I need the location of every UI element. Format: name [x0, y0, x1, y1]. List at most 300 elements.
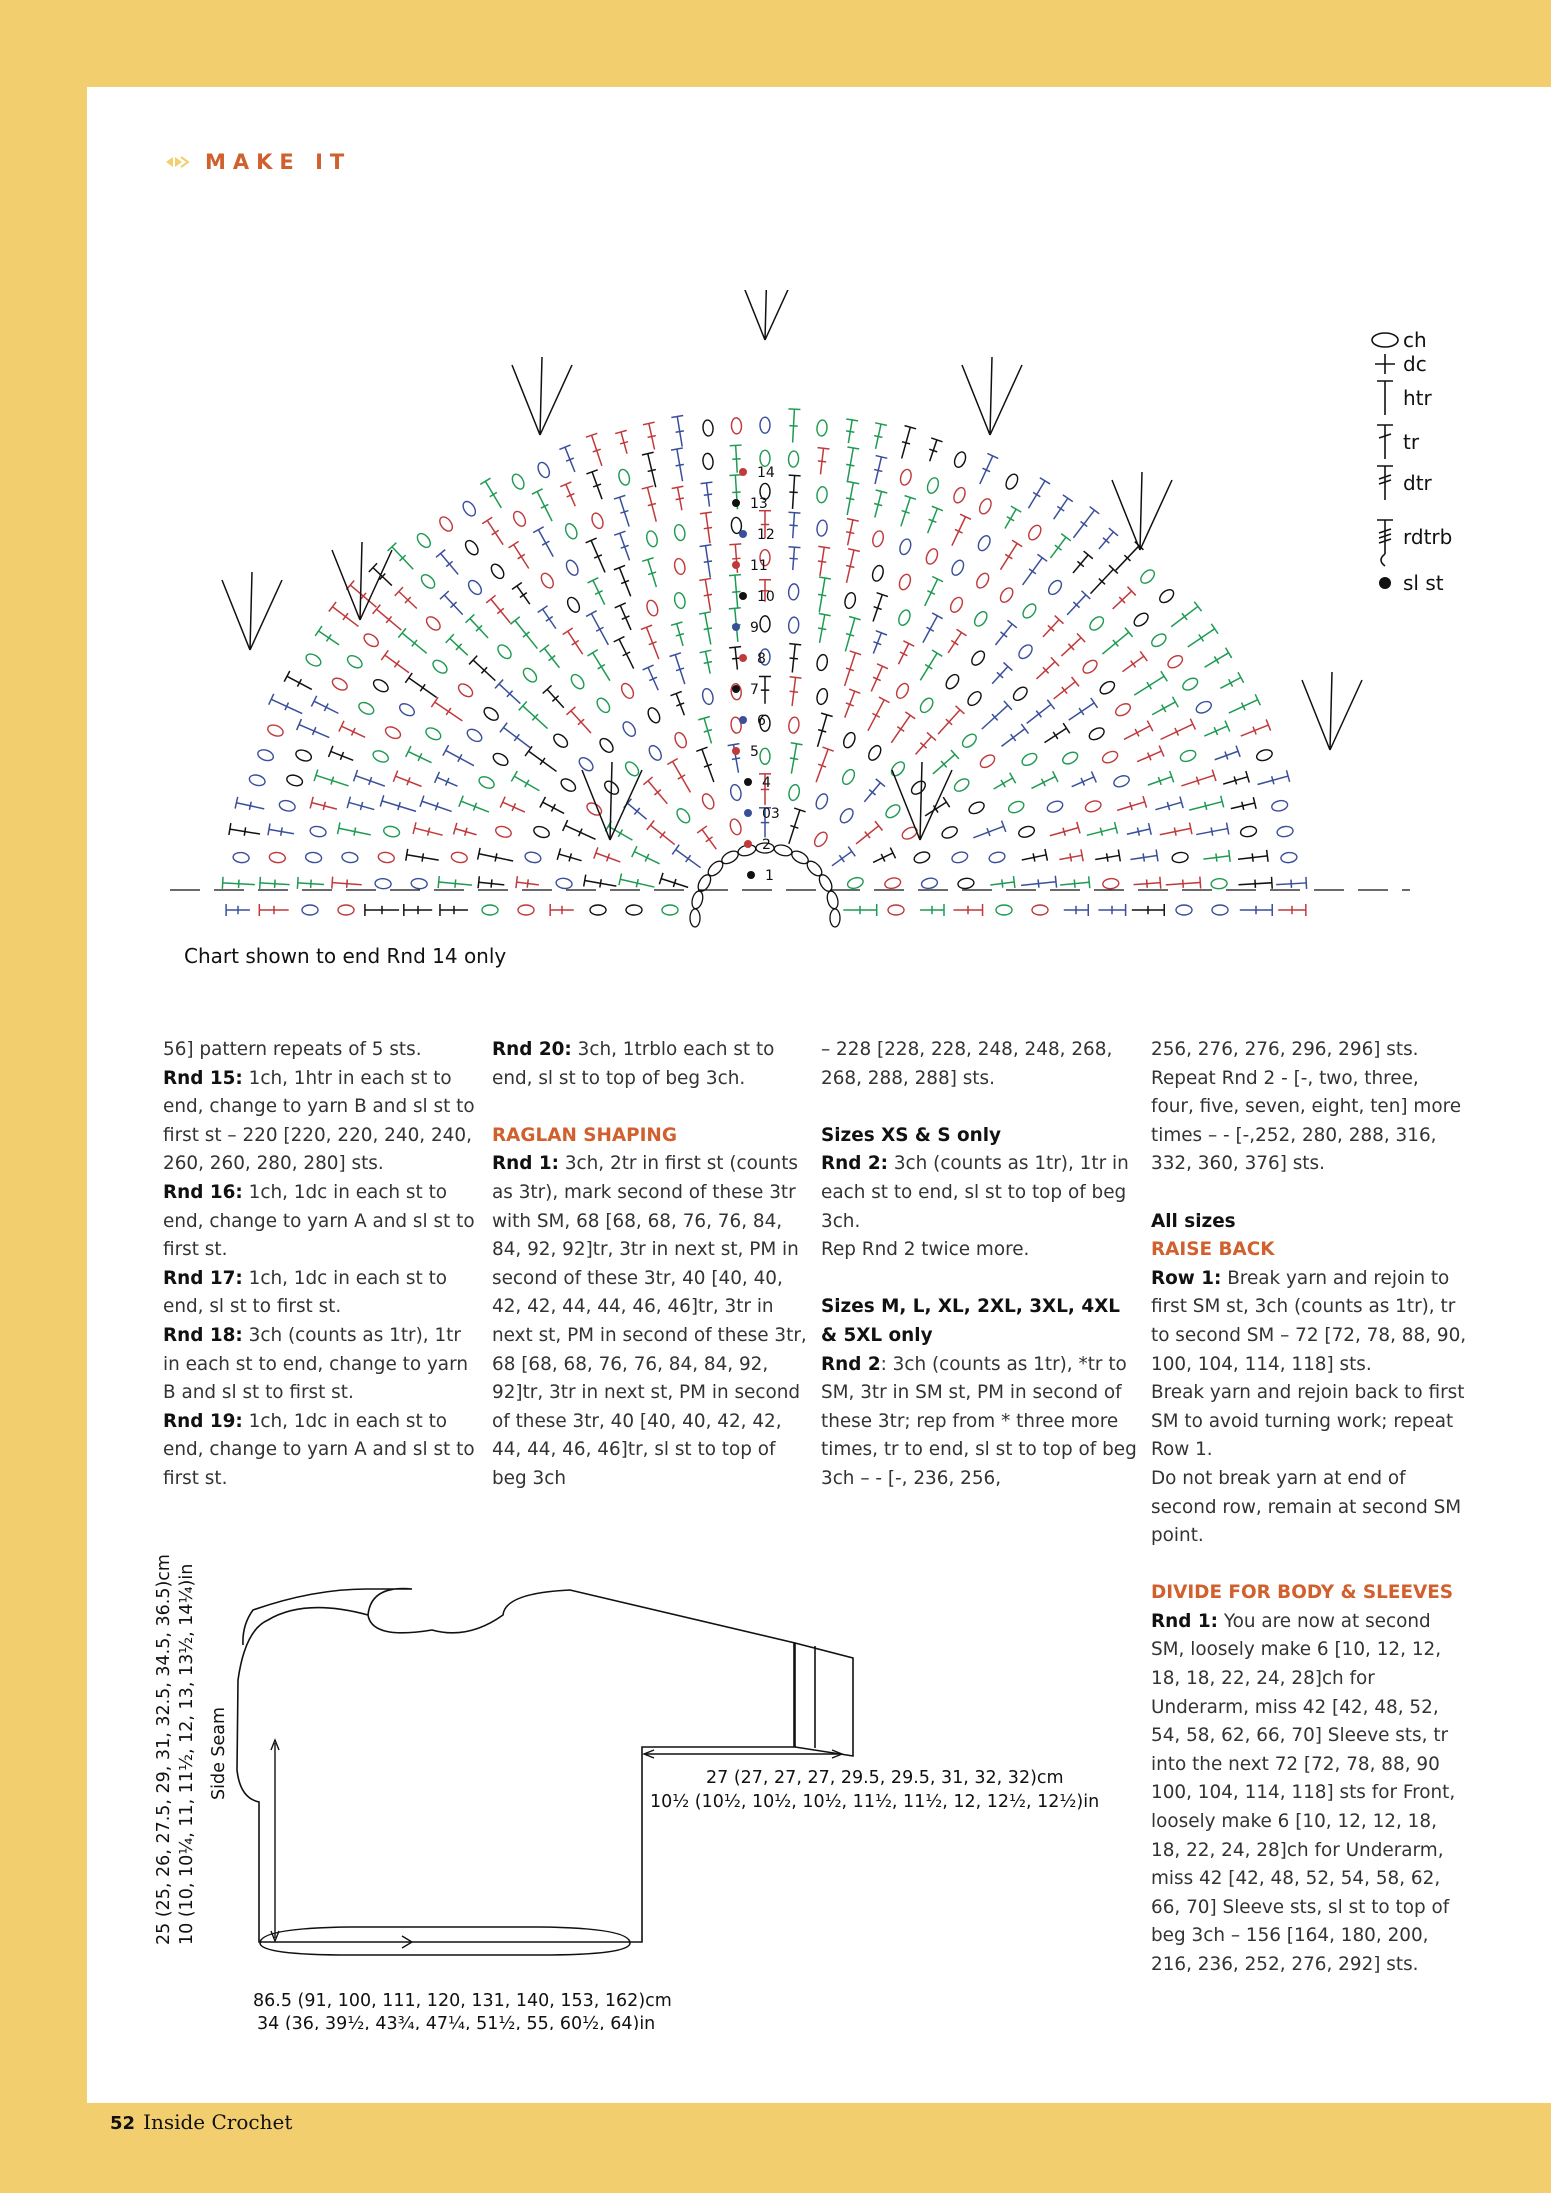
- stitch-slash: [490, 492, 497, 496]
- shell-stitch: [1302, 672, 1362, 750]
- stitch-bar: [315, 626, 322, 636]
- chain-stitch: [690, 909, 700, 927]
- stitch-bar: [1147, 721, 1153, 732]
- chain-stitch: [924, 547, 940, 566]
- chain-stitch: [521, 666, 539, 685]
- chain-stitch: [816, 520, 828, 537]
- stitch-bar: [1013, 876, 1014, 888]
- chain-stitch: [1166, 653, 1185, 670]
- stitch-bar: [443, 745, 449, 756]
- dot-icon: [1379, 577, 1391, 589]
- stitch-bar: [819, 577, 831, 579]
- chain-stitch: [944, 672, 962, 691]
- stitch-bar: [614, 637, 625, 642]
- shell-stitch: [737, 290, 797, 340]
- rdtrb-icon: [1377, 520, 1393, 566]
- chain-stitch: [518, 905, 534, 915]
- round-number: 8: [757, 651, 766, 667]
- chain-stitch: [495, 642, 513, 661]
- chain-stitch: [871, 530, 885, 548]
- slip-stitch: [739, 468, 747, 476]
- stitch-slash: [1137, 827, 1139, 835]
- chain-stitch: [998, 586, 1015, 605]
- stitch-bar: [540, 797, 546, 808]
- stitch-slash: [686, 855, 691, 862]
- chain-stitch: [729, 784, 742, 802]
- chain-stitch: [451, 851, 469, 864]
- stitch-bar: [563, 628, 573, 635]
- stitch-slash: [347, 880, 348, 888]
- stitch-slash: [676, 431, 684, 432]
- raglan-heading: RAGLAN SHAPING: [492, 1124, 677, 1146]
- stitch-slash: [311, 880, 312, 888]
- round-number: 7: [750, 682, 759, 698]
- chain-stitch: [846, 876, 864, 890]
- chain-stitch: [595, 696, 612, 715]
- stitch-bar: [588, 650, 598, 656]
- stitch-bar: [584, 875, 586, 887]
- slip-stitch: [739, 716, 747, 724]
- stitch-bar: [486, 595, 495, 603]
- chain-stitch: [988, 851, 1006, 865]
- stitch-bar: [672, 845, 679, 855]
- stitch-slash: [1002, 879, 1003, 887]
- stitch-bar: [1007, 620, 1016, 627]
- round-17: Rnd 17: 1ch, 1dc in each st to end, sl st to first st.: [163, 1267, 448, 1318]
- stitch-bar: [788, 512, 800, 513]
- slip-stitch: [732, 561, 740, 569]
- chain-stitch: [787, 784, 800, 802]
- chain-stitch: [773, 843, 793, 857]
- stitch-slash: [846, 464, 854, 465]
- stitch-bar: [1089, 876, 1090, 888]
- chain-stitch: [1132, 611, 1151, 629]
- chain-stitch: [384, 725, 403, 741]
- stitch-slash: [420, 684, 425, 691]
- chain-stitch: [477, 774, 496, 790]
- stitch-bar: [701, 482, 713, 484]
- chain-stitch: [564, 558, 580, 577]
- stitch-slash: [1214, 656, 1218, 663]
- chain-stitch: [972, 609, 989, 628]
- chain-stitch: [539, 571, 556, 590]
- round-number: 12: [757, 527, 775, 543]
- chain-stitch: [951, 850, 969, 864]
- stitch-bar: [632, 846, 637, 857]
- stitch-bar: [1306, 877, 1307, 889]
- stitch-slash: [1079, 708, 1084, 715]
- chain-stitch: [269, 852, 286, 864]
- stitch-slash: [1182, 613, 1187, 620]
- stitch-bar: [790, 677, 802, 678]
- stitch-slash: [244, 827, 245, 835]
- stitch-bar: [1063, 723, 1070, 733]
- chain-stitch: [1084, 799, 1102, 814]
- chain-stitch: [383, 825, 401, 838]
- pattern-column-2: [492, 1036, 808, 1494]
- stitch-bar: [1055, 876, 1056, 888]
- stitch-bar: [847, 447, 859, 449]
- stitch-bar: [1190, 719, 1195, 730]
- stitch-bar: [480, 478, 490, 484]
- stitch-bar: [879, 697, 890, 703]
- chain-stitch: [838, 806, 856, 825]
- stitch-bar: [956, 629, 966, 636]
- chain-stitch: [897, 573, 912, 592]
- round-18: Rnd 18: 3ch (counts as 1tr), 1tr in each st to end, change to yarn B and sl st to first st.: [163, 1324, 468, 1404]
- sleeve-length-in: 10½ (10½, 10½, 10½, 11½, 11½, 12, 12½, 12½)in: [650, 1792, 1100, 1812]
- stitch-bar: [700, 545, 712, 547]
- chain-stitch: [1255, 748, 1273, 763]
- round-number: 14: [757, 465, 775, 481]
- round-20: Rnd 20: 3ch, 1trblo each st to end, sl st to top of beg 3ch.: [492, 1039, 775, 1089]
- chain-stitch: [960, 732, 979, 750]
- chain-stitch: [378, 851, 395, 863]
- chain-stitch: [415, 531, 433, 550]
- pattern-column-3: [821, 1036, 1137, 1494]
- stitch-bar: [788, 547, 800, 548]
- stitch-bar: [671, 448, 683, 450]
- stitch-bar: [1012, 540, 1022, 546]
- chain-stitch: [465, 727, 484, 744]
- stitch-slash: [394, 661, 399, 668]
- stitch-bar: [932, 576, 943, 581]
- chain-stitch: [843, 592, 857, 610]
- stitch-slash: [790, 658, 798, 659]
- stitch-bar: [730, 445, 742, 446]
- hem-in: 34 (36, 39½, 43¾, 47¼, 51½, 55, 60½, 64)in: [257, 2014, 656, 2030]
- stitch-slash: [704, 628, 712, 630]
- stitch-bar: [1125, 628, 1133, 637]
- stitch-bar: [431, 697, 438, 707]
- stitch-bar: [538, 606, 548, 613]
- chain-stitch: [585, 800, 604, 817]
- stitch-bar: [405, 673, 412, 683]
- chain-stitch: [1271, 799, 1289, 812]
- chain-stitch: [341, 851, 358, 863]
- stitch-bar: [846, 419, 858, 421]
- stitch-bar: [789, 644, 801, 645]
- stitch-bar: [788, 409, 800, 410]
- chain-stitch: [597, 736, 615, 755]
- stitch-bar: [532, 489, 543, 494]
- slip-stitch: [732, 499, 740, 507]
- chain-stitch: [1171, 851, 1188, 863]
- stitch-bar: [1156, 850, 1158, 862]
- chain-stitch: [1138, 567, 1156, 585]
- chain-stitch: [965, 689, 983, 708]
- round-number: 6: [757, 713, 766, 729]
- stitch-bar: [406, 746, 411, 757]
- stitch-slash: [428, 828, 430, 836]
- stitch-slash: [648, 504, 656, 506]
- stitch-bar: [1229, 850, 1231, 862]
- stitch-bar: [1140, 651, 1147, 661]
- chain-stitch: [1101, 749, 1120, 765]
- chain-stitch: [551, 732, 570, 750]
- stitch-slash: [818, 628, 826, 630]
- chain-stitch: [619, 681, 636, 700]
- stitch-slash: [951, 640, 958, 645]
- stitch-slash: [897, 727, 904, 732]
- slip-stitch: [739, 530, 747, 538]
- chain-stitch: [760, 450, 770, 466]
- chain-stitch: [646, 706, 662, 725]
- stitch-slash: [1033, 853, 1035, 861]
- chain-stitch: [371, 677, 390, 694]
- stitch-slash: [281, 827, 282, 835]
- chain-stitch: [424, 725, 443, 742]
- chain-stitch: [909, 779, 928, 797]
- chain-stitch: [482, 705, 501, 723]
- stitch-bar: [1272, 877, 1273, 889]
- stitch-bar: [932, 650, 942, 656]
- stitch-slash: [1147, 879, 1148, 887]
- stitch-slash: [732, 758, 740, 759]
- chain-stitch: [674, 806, 692, 825]
- stitch-bar: [406, 849, 408, 861]
- chain-stitch: [816, 654, 829, 672]
- stitch-bar: [791, 743, 803, 745]
- chain-stitch: [494, 825, 512, 839]
- chain-stitch: [357, 700, 376, 716]
- chain-stitch: [437, 515, 455, 534]
- stitch-bar: [932, 613, 943, 619]
- dtr-icon: [1377, 466, 1393, 500]
- stitch-bar: [729, 575, 741, 576]
- stitch-slash: [1070, 853, 1072, 861]
- chain-stitch: [788, 583, 799, 600]
- chain-stitch: [1157, 587, 1176, 605]
- chain-stitch: [371, 749, 390, 765]
- shell-stitch: [512, 357, 572, 435]
- stitch-bar: [1090, 507, 1100, 514]
- chain-stitch: [866, 743, 883, 762]
- crochet-chart: [150, 290, 1470, 940]
- stitch-slash: [839, 855, 844, 862]
- stitch-slash: [706, 837, 713, 842]
- key-label: rdtrb: [1403, 525, 1453, 549]
- chain-stitch: [673, 558, 686, 576]
- round-number: 13: [750, 496, 768, 512]
- row-1: Row 1: Break yarn and rejoin to first SM st, 3ch (counts as 1tr), tr to second SM – 72 [72, 78, 88, 90, 100, 104, 114, 118] sts.: [1151, 1267, 1467, 1375]
- slip-stitch: [732, 685, 740, 693]
- side-length-in: 10 (10, 10¼, 11, 11½, 12, 13, 13½, 14¼)in: [177, 1563, 197, 1945]
- chain-stitch: [577, 755, 596, 773]
- stitch-bar: [1211, 624, 1218, 634]
- chain-stitch: [673, 731, 689, 750]
- chain-stitch: [617, 468, 631, 486]
- stitch-bar: [875, 821, 882, 830]
- pattern-text: 56] pattern repeats of 5 sts.: [163, 1039, 422, 1060]
- chain-stitch: [1020, 602, 1038, 621]
- round-number: 1: [765, 868, 774, 884]
- stitch-slash: [676, 464, 684, 465]
- chain-stitch: [702, 420, 714, 437]
- chain-stitch: [1112, 774, 1131, 789]
- round-16: Rnd 16: 1ch, 1dc in each st to end, change to yarn A and sl st to first st.: [163, 1181, 475, 1261]
- chain-stitch: [884, 802, 903, 820]
- stitch-slash: [249, 802, 251, 810]
- stitch-slash: [874, 504, 882, 506]
- stitch-slash: [846, 532, 854, 534]
- stitch-bar: [728, 744, 740, 746]
- chain-stitch: [1016, 642, 1034, 661]
- stitch-slash: [1053, 732, 1058, 739]
- stitch-bar: [332, 877, 333, 889]
- magazine-name: Inside Crochet: [143, 2110, 293, 2134]
- sizes-heading: Sizes M, L, XL, 2XL, 3XL, 4XL & 5XL only: [821, 1296, 1121, 1346]
- sleeve-length-cm: 27 (27, 27, 27, 29.5, 29.5, 31, 32, 32)cm: [706, 1768, 1064, 1788]
- stitch-slash: [874, 436, 882, 438]
- chain-stitch: [1046, 799, 1065, 814]
- chain-stitch: [1017, 825, 1035, 839]
- key-label: ch: [1403, 328, 1427, 352]
- chart-caption: Chart shown to end Rnd 14 only: [184, 944, 507, 968]
- stitch-bar: [329, 602, 336, 612]
- stitch-slash: [874, 469, 882, 471]
- chain-stitch: [1081, 658, 1100, 676]
- chain-stitch: [1102, 878, 1119, 889]
- chain-stitch: [690, 890, 704, 910]
- stitch-bar: [1172, 697, 1178, 708]
- stitch-bar: [1226, 648, 1232, 658]
- stitch-slash: [790, 758, 798, 759]
- chain-stitch: [555, 877, 572, 889]
- chain-stitch: [1007, 799, 1026, 815]
- chain-stitch: [466, 578, 484, 597]
- stitch-bar: [1072, 677, 1079, 686]
- chain-stitch: [830, 909, 840, 927]
- stitch-bar: [1194, 602, 1201, 612]
- stitch-slash: [704, 594, 712, 595]
- chain-stitch: [816, 486, 828, 503]
- chain-stitch: [897, 608, 913, 627]
- shell-stitch: [332, 542, 392, 620]
- chain-stitch: [913, 850, 931, 865]
- chain-stitch: [424, 614, 443, 632]
- chain-stitch: [952, 450, 967, 469]
- chain-stitch: [974, 571, 991, 590]
- chain-stitch: [491, 751, 510, 768]
- key-label: sl st: [1403, 571, 1444, 595]
- chain-stitch: [489, 562, 506, 581]
- chain-stitch: [969, 649, 987, 668]
- chain-stitch: [1087, 725, 1106, 742]
- stitch-slash: [572, 640, 579, 645]
- stitch-bar: [478, 876, 479, 888]
- chain-stitch: [590, 512, 605, 531]
- round-number: 03: [762, 806, 780, 822]
- stitch-bar: [699, 578, 711, 580]
- stitch-bar: [525, 746, 532, 756]
- chain-stitch: [411, 878, 428, 889]
- stitch-slash: [1055, 545, 1062, 550]
- stitch-bar: [818, 448, 830, 449]
- stitch-bar: [1267, 850, 1268, 862]
- slip-stitch: [747, 871, 755, 879]
- round-number: 11: [750, 558, 768, 574]
- shell-stitch: [1112, 472, 1172, 550]
- chain-stitch: [511, 509, 528, 528]
- stitch-slash: [1107, 853, 1108, 861]
- chain-stitch: [918, 696, 935, 715]
- chain-stitch: [760, 417, 770, 433]
- stitch-slash: [732, 558, 740, 559]
- stitch-slash: [818, 461, 826, 462]
- round-number: 4: [762, 775, 771, 791]
- chain-stitch: [996, 905, 1012, 915]
- stitch-bar: [1091, 698, 1098, 708]
- chain-stitch: [967, 800, 986, 816]
- stitch-slash: [1131, 661, 1136, 668]
- stitch-bar: [671, 416, 683, 418]
- stitch-slash: [846, 431, 854, 432]
- sweater-outline: [243, 1589, 412, 1645]
- chain-stitch: [456, 681, 475, 699]
- stitch-bar: [1160, 877, 1161, 889]
- shell-stitch: [962, 357, 1022, 435]
- stitch-bar: [268, 823, 270, 835]
- stitch-bar: [700, 512, 712, 514]
- stitch-bar: [1238, 672, 1244, 683]
- stitch-bar: [1040, 478, 1050, 484]
- divide-round-1: Rnd 1: You are now at second SM, loosely make 6 [10, 12, 12, 18, 18, 22, 24, 28]ch for Underarm, miss 42 [42, 48, 52, 54, 58, 62, 66, 70] Sleeve sts, tr into the next 72 [72, 78, 88, 90 100, 104, 114, 118] sts for Front, loosely make 6 [10, 12, 12, 18, 18, 22, 24, 28]ch for Underarm, miss 42 [42, 48, 52, 54, 58, 62, 66, 70] Sleeve sts, sl st to top of beg 3ch – 156 [164, 180, 200, 216, 236, 252, 276, 292] sts.: [1151, 1610, 1456, 1975]
- stitch-bar: [229, 823, 231, 835]
- stitch-bar: [588, 578, 599, 583]
- chain-stitch: [976, 534, 992, 553]
- chain-stitch: [898, 538, 913, 556]
- chain-stitch: [894, 681, 911, 700]
- stitch-slash: [323, 802, 325, 810]
- stitch-slash: [818, 594, 826, 595]
- stitch-slash: [1199, 634, 1204, 641]
- pattern-text: Break yarn and rejoin back to first SM to avoid turning work; repeat Row 1.: [1151, 1382, 1465, 1461]
- stitch-slash: [925, 665, 932, 669]
- chain-stitch: [940, 825, 959, 841]
- raglan-round-1: Rnd 1: 3ch, 2tr in first st (counts as 3tr), mark second of these 3tr with SM, 68 [68, 68, 76, 76, 84, 84, 92, 92]tr, 3tr in next st, PM in second of these 3tr, 40 [40, 40, 42, 42, 44, 44, 46, 46]tr, 3tr in next st, PM in second of these 3tr, 68 [68, 68, 76, 76, 84, 84, 92, 92]tr, 3tr in next st, PM in second of these 3tr, 40 [40, 40, 42, 42, 44, 44, 46, 46]tr, sl st to top of beg 3ch: [492, 1153, 807, 1489]
- round-number: 9: [750, 620, 759, 636]
- side-seam-label: Side Seam: [209, 1706, 229, 1800]
- chain-stitch: [871, 564, 885, 582]
- chain-stitch: [788, 717, 800, 734]
- stitch-slash: [1033, 492, 1040, 496]
- chain-stitch: [621, 720, 638, 739]
- stitch-bar: [311, 696, 316, 707]
- chain-stitch: [302, 905, 318, 915]
- stitch-slash: [598, 665, 605, 669]
- stitch-bar: [1200, 877, 1201, 889]
- divide-heading: DIVIDE FOR BODY & SLEEVES: [1151, 1582, 1454, 1604]
- chain-stitch: [256, 748, 274, 763]
- stitch-bar: [1021, 724, 1028, 734]
- stitch-slash: [600, 879, 601, 887]
- chain-stitch: [899, 468, 913, 486]
- stitch-slash: [1211, 827, 1213, 835]
- stitch-bar: [818, 546, 830, 548]
- stitch-slash: [446, 708, 451, 715]
- key-label: tr: [1403, 430, 1420, 454]
- round-15: Rnd 15: 1ch, 1htr in each st to end, change to yarn B and sl st to first st – 220 [220, 220, 240, 240, 260, 260, 280, 280] sts.: [163, 1067, 475, 1175]
- stitch-slash: [789, 492, 797, 493]
- slip-stitch: [732, 623, 740, 631]
- chain-stitch: [1212, 905, 1228, 915]
- chain-stitch: [362, 631, 381, 649]
- stitch-bar: [1011, 506, 1021, 512]
- chain-stitch: [304, 652, 323, 669]
- stitch-slash: [326, 634, 331, 641]
- chain-stitch: [700, 792, 716, 811]
